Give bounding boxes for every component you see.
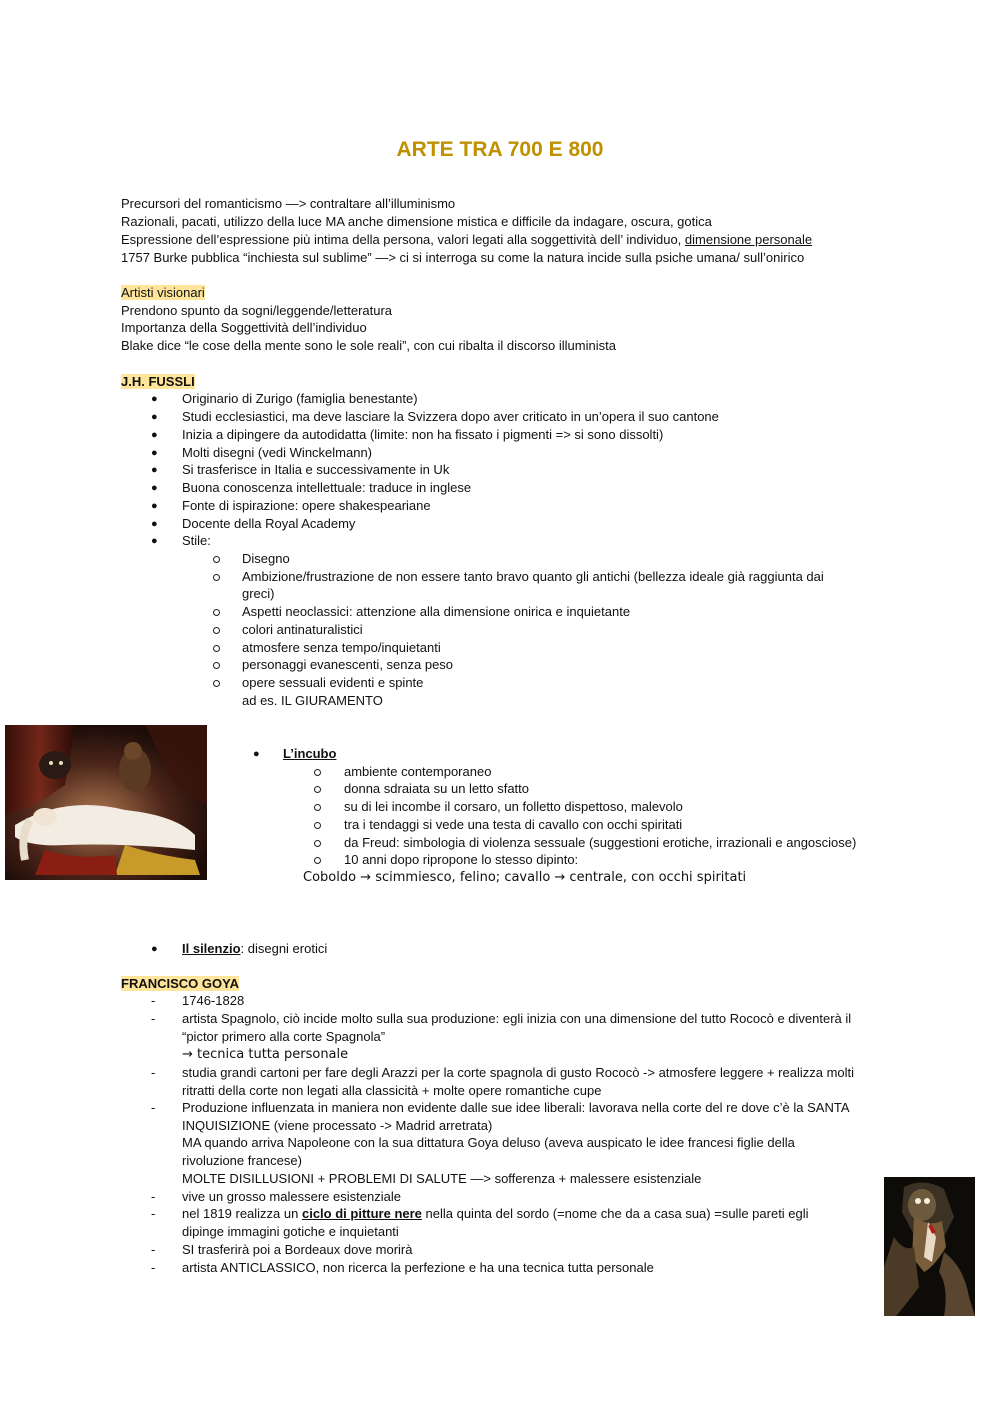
stile-item-7-cont: ad es. IL GIURAMENTO xyxy=(242,693,383,708)
intro-line-2: Razionali, pacati, utilizzo della luce MA anche dimensione mistica e difficile da indagare, oscura, gotica xyxy=(121,214,712,229)
intro-line-3 xyxy=(121,231,812,249)
silenzio-title: Il silenzio xyxy=(182,941,241,956)
stile-item-2-cont: greci) xyxy=(242,586,275,601)
pitture-nere-link: ciclo di pitture nere xyxy=(301,1206,422,1221)
incubo-item-2: donna sdraiata su un letto sfatto xyxy=(344,781,530,796)
circle-bullet-icon xyxy=(213,574,220,581)
incubo-item-6: 10 anni dopo ripropone lo stesso dipinto: xyxy=(344,852,579,867)
bullet-icon: ● xyxy=(151,393,158,405)
goya-line-5: vive un grosso malessere esistenziale xyxy=(182,1189,401,1204)
fussli-bullet-3: Inizia a dipingere da autodidatta (limite: non ha fissato i pigmenti => si sono dissolti) xyxy=(182,427,664,442)
circle-bullet-icon xyxy=(213,627,220,634)
bullet-icon: ● xyxy=(151,943,158,955)
goya-line-7: SI trasferirà poi a Bordeaux dove morirà xyxy=(182,1242,413,1257)
stile-item-1: Disegno xyxy=(242,551,290,566)
bullet-icon: ● xyxy=(151,464,158,476)
incubo-item-4: tra i tendaggi si vede una testa di cavallo con occhi spiritati xyxy=(344,817,683,832)
goya-line-2b: “pictor primero alla corte Spagnola” xyxy=(182,1029,386,1044)
goya-line-3a: studia grandi cartoni per fare degli Arazzi per la corte spagnola di gusto Rococò -> atmosfere leggere + realizza molti xyxy=(182,1065,855,1080)
goya-line-4d: rivoluzione francese) xyxy=(182,1153,302,1168)
stile-item-3: Aspetti neoclassici: attenzione alla dimensione onirica e inquietante xyxy=(242,604,631,619)
goya-line-4e: MOLTE DISILLUSIONI + PROBLEMI DI SALUTE —> sofferenza + malessere esistenziale xyxy=(182,1171,702,1186)
fussli-bullet-4: Molti disegni (vedi Winckelmann) xyxy=(182,445,373,460)
incubo-painting-image xyxy=(5,725,207,880)
bullet-icon: ● xyxy=(151,535,158,547)
dash-bullet: - xyxy=(151,1100,156,1115)
circle-bullet-icon xyxy=(213,645,220,652)
goya-line-6b: dipinge immagini gotiche e inquietanti xyxy=(182,1224,399,1239)
goya-line-3b: ritratti della corte non legati alla classicità + molte opere romantiche cupe xyxy=(182,1083,602,1098)
circle-bullet-icon xyxy=(314,786,321,793)
silenzio-line xyxy=(182,940,327,958)
visionari-line-2: Importanza della Soggettività dell’individuo xyxy=(121,320,367,335)
goya-heading xyxy=(121,975,239,993)
visionari-line-1: Prendono spunto da sogni/leggende/letteratura xyxy=(121,303,393,318)
goya-line-6a-post: nella quinta del sordo (=nome che da a casa sua) =sulle pareti egli xyxy=(421,1206,809,1221)
dash-bullet: - xyxy=(151,1065,156,1080)
stile-item-4: colori antinaturalistici xyxy=(242,622,363,637)
stile-item-6: personaggi evanescenti, senza peso xyxy=(242,657,454,672)
dash-bullet: - xyxy=(151,1242,156,1257)
dash-bullet: - xyxy=(151,1189,156,1204)
fussli-bullet-5: Si trasferisce in Italia e successivamente in Uk xyxy=(182,462,450,477)
fussli-bullet-8: Docente della Royal Academy xyxy=(182,516,356,531)
visionari-heading-text: Artisti visionari xyxy=(121,285,205,300)
goya-line-4c: MA quando arriva Napoleone con la sua dittatura Goya deluso (aveva auspicato le idee francesi figlie della xyxy=(182,1135,795,1150)
bullet-icon: ● xyxy=(151,518,158,530)
circle-bullet-icon xyxy=(314,804,321,811)
dash-bullet: - xyxy=(151,1206,156,1221)
visionari-line-3: Blake dice “le cose della mente sono le sole reali”, con cui ribalta il discorso illuminista xyxy=(121,338,616,353)
circle-bullet-icon xyxy=(314,769,321,776)
goya-line-6a xyxy=(182,1205,809,1223)
goya-line-8: artista ANTICLASSICO, non ricerca la perfezione e ha una tecnica tutta personale xyxy=(182,1260,654,1275)
fussli-heading xyxy=(121,373,195,391)
goya-line-4a: Produzione influenzata in maniera non evidente dalle sue idee liberali: lavorava nella corte del re dove c’è la SANTA xyxy=(182,1100,850,1115)
bullet-icon: ● xyxy=(151,447,158,459)
bullet-icon: ● xyxy=(151,411,158,423)
visionari-heading xyxy=(121,284,205,302)
incubo-item-5: da Freud: simbologia di violenza sessuale (suggestioni erotiche, irrazionali e angosciose) xyxy=(344,835,857,850)
stile-item-7: opere sessuali evidenti e spinte xyxy=(242,675,424,690)
incubo-item-1: ambiente contemporaneo xyxy=(344,764,492,779)
dash-bullet: - xyxy=(151,1011,156,1026)
fussli-bullet-9: Stile: xyxy=(182,533,211,548)
incubo-item-3: su di lei incombe il corsaro, un folletto dispettoso, malevolo xyxy=(344,799,683,814)
fussli-bullet-1: Originario di Zurigo (famiglia benestante) xyxy=(182,391,418,406)
intro-line-3-text: Espressione dell’espressione più intima della persona, valori legati alla soggettività dell’ individuo, xyxy=(121,232,685,247)
silenzio-text: : disegni erotici xyxy=(240,941,328,956)
fussli-heading-text: J.H. FUSSLI xyxy=(121,374,195,389)
circle-bullet-icon xyxy=(213,662,220,669)
bullet-icon: ● xyxy=(151,429,158,441)
incubo-title: L’incubo xyxy=(283,746,337,761)
goya-line-2a: artista Spagnolo, ciò incide molto sulla sua produzione: egli inizia con una dimensione del tutto Rococò e diventerà il xyxy=(182,1011,852,1026)
bullet-icon: ● xyxy=(253,748,260,760)
fussli-bullet-7: Fonte di ispirazione: opere shakespeariane xyxy=(182,498,431,513)
circle-bullet-icon xyxy=(314,857,321,864)
goya-heading-text: FRANCISCO GOYA xyxy=(121,976,239,991)
goya-line-2c: → tecnica tutta personale xyxy=(182,1047,349,1062)
stile-item-2: Ambizione/frustrazione de non essere tanto bravo quanto gli antichi (bellezza ideale già raggiunta dai xyxy=(242,569,824,584)
dash-bullet: - xyxy=(151,993,156,1008)
fussli-bullet-6: Buona conoscenza intellettuale: traduce in inglese xyxy=(182,480,472,495)
circle-bullet-icon xyxy=(213,609,220,616)
dimensione-personale-link: dimensione personale xyxy=(684,232,813,247)
circle-bullet-icon xyxy=(213,556,220,563)
bullet-icon: ● xyxy=(151,500,158,512)
incubo-note: Coboldo → scimmiesco, felino; cavallo → centrale, con occhi spiritati xyxy=(303,870,747,885)
goya-line-6a-pre: nel 1819 realizza un xyxy=(182,1206,302,1221)
bullet-icon: ● xyxy=(151,482,158,494)
circle-bullet-icon xyxy=(314,840,321,847)
circle-bullet-icon xyxy=(213,680,220,687)
intro-line-4: 1757 Burke pubblica “inchiesta sul sublime” —> ci si interroga su come la natura incide sulla psiche umana/ sull’onirico xyxy=(121,250,805,265)
dash-bullet: - xyxy=(151,1260,156,1275)
goya-line-4b: INQUISIZIONE (viene processato -> Madrid arretrata) xyxy=(182,1118,493,1133)
saturno-painting-image xyxy=(884,1177,975,1316)
page-title: ARTE TRA 700 E 800 xyxy=(396,138,604,161)
stile-item-5: atmosfere senza tempo/inquietanti xyxy=(242,640,441,655)
circle-bullet-icon xyxy=(314,822,321,829)
goya-line-1: 1746-1828 xyxy=(182,993,245,1008)
fussli-bullet-2: Studi ecclesiastici, ma deve lasciare la Svizzera dopo aver criticato in un’opera il suo cantone xyxy=(182,409,719,424)
intro-line-1: Precursori del romanticismo —> contraltare all’illuminismo xyxy=(121,196,456,211)
